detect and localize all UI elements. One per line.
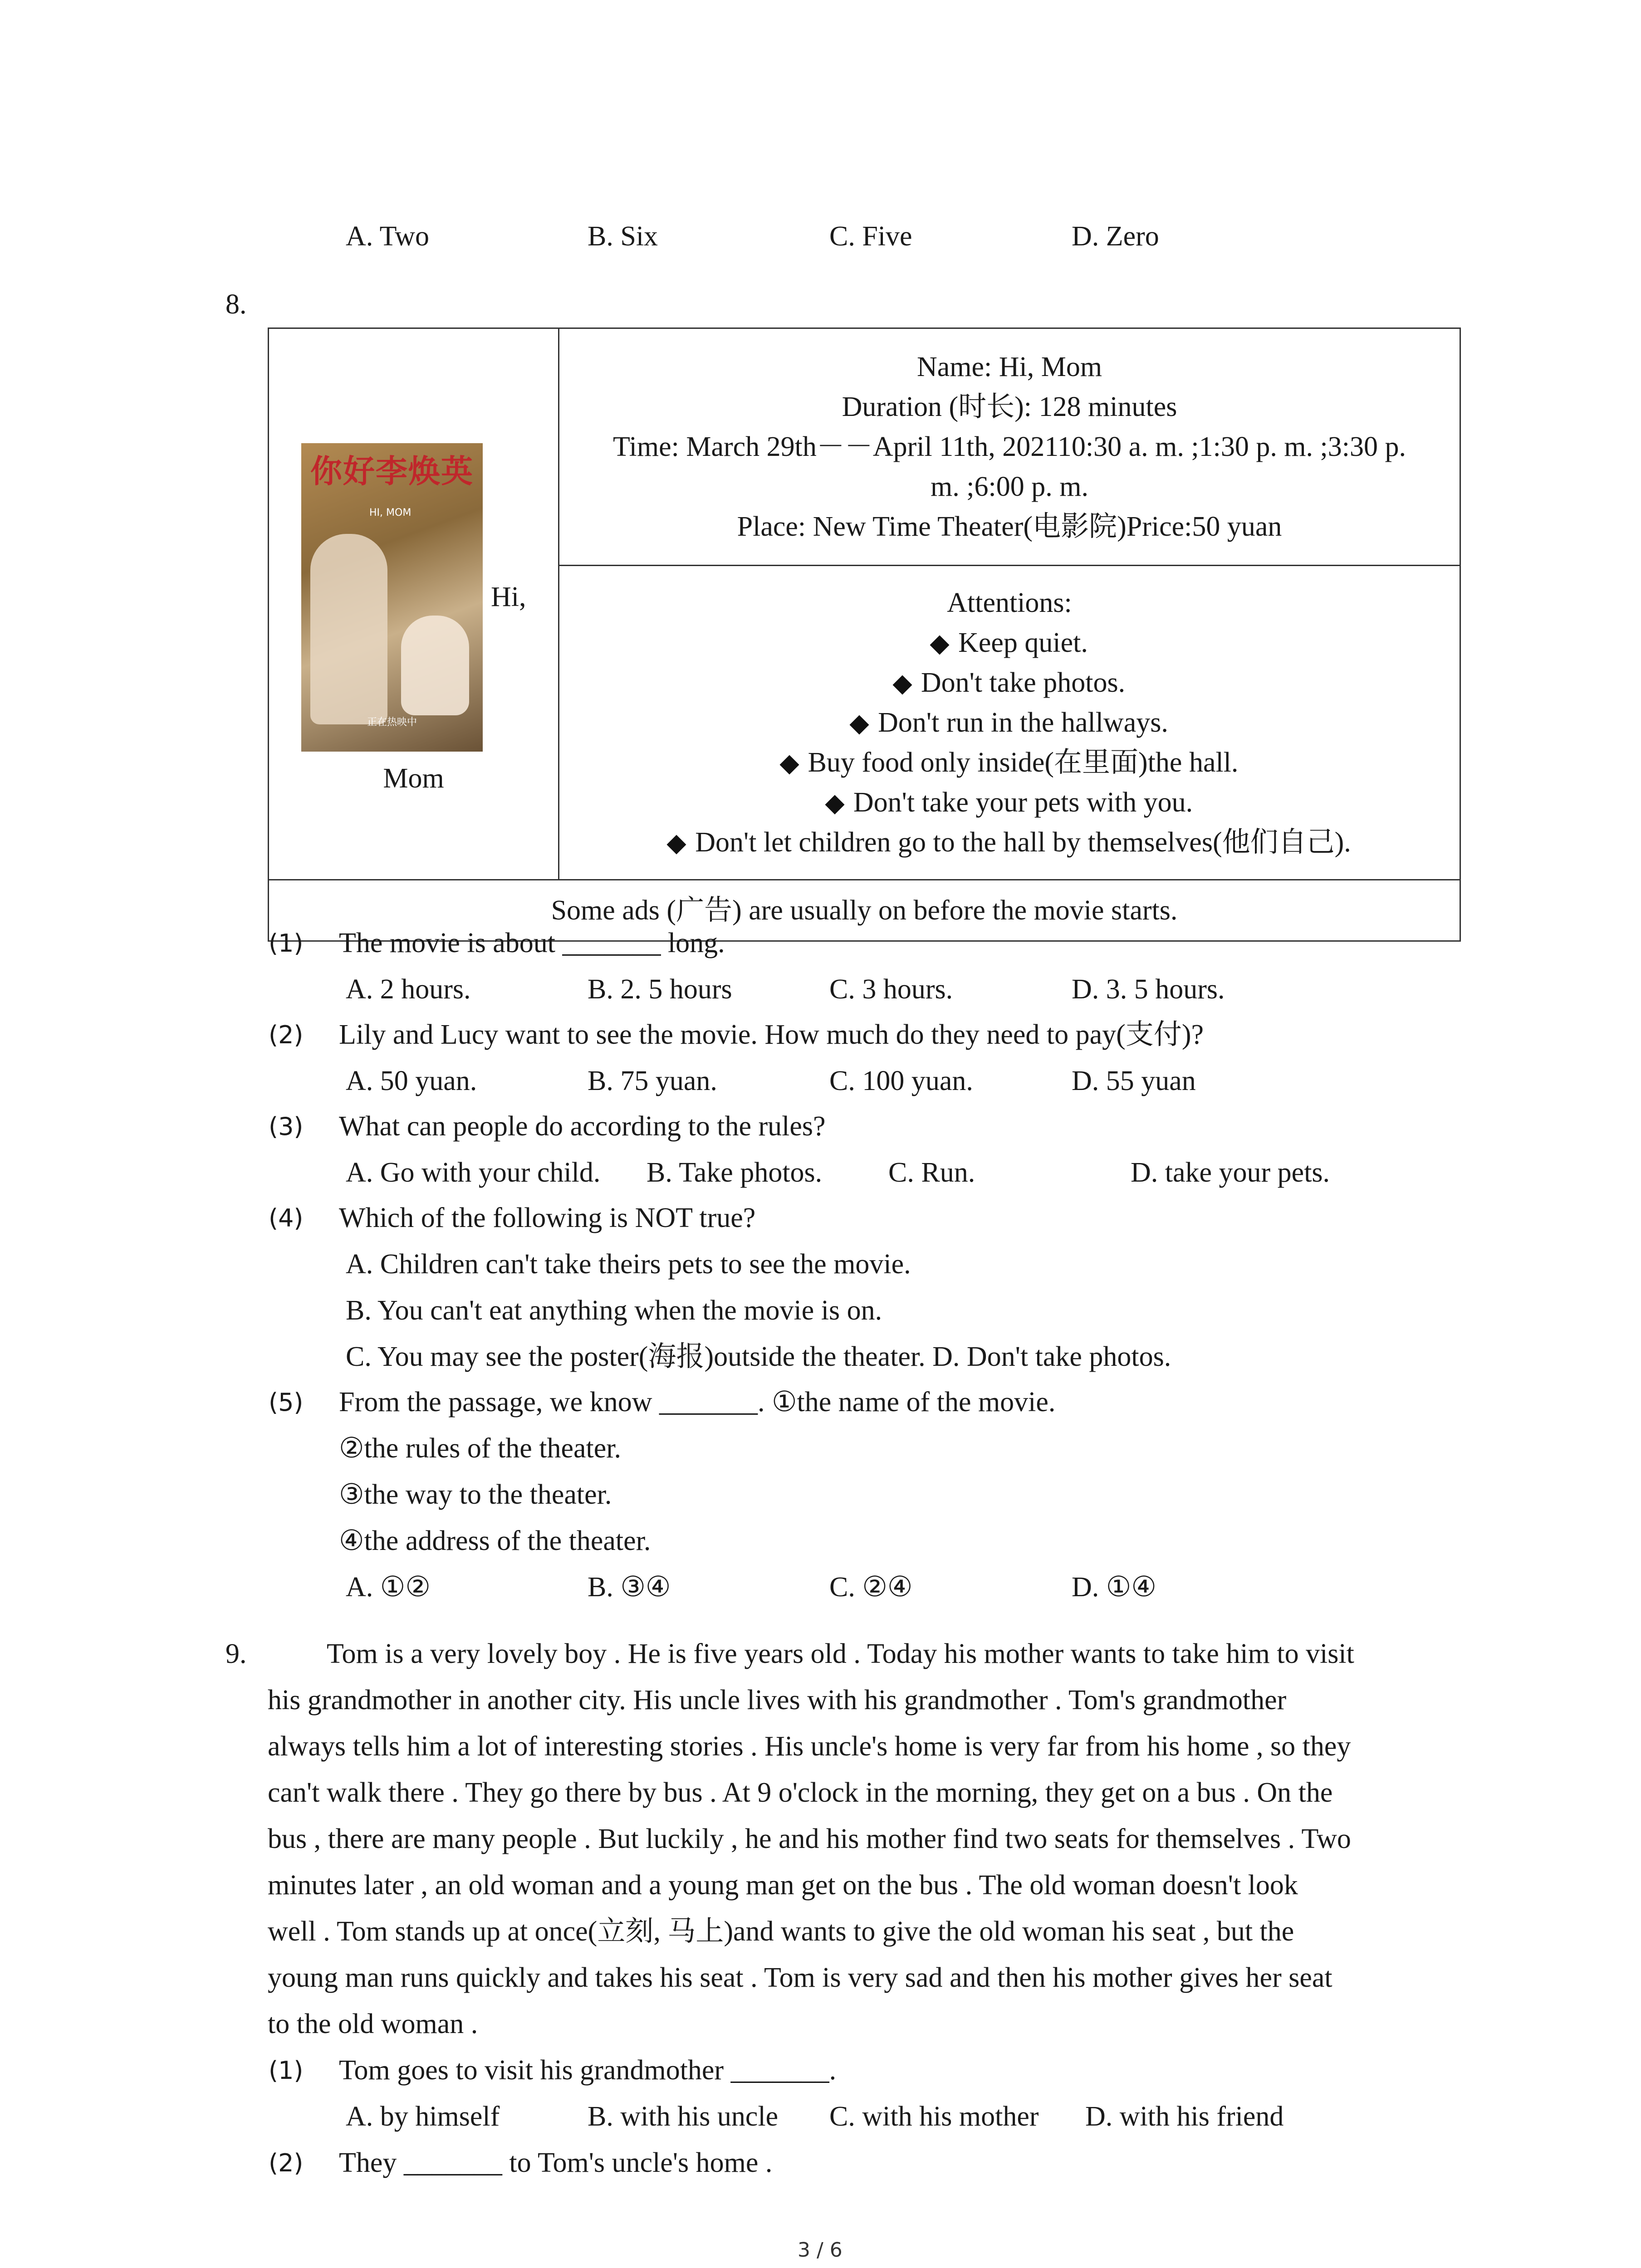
movie-poster (301, 443, 483, 752)
movie-name: Name: Hi, Mom (916, 352, 1102, 382)
q8-5-number: (5) (269, 1388, 304, 1417)
q9-1-option-a: A. by himself (346, 2101, 500, 2132)
diamond-bullet-icon (667, 835, 686, 855)
q9-passage-line: well . Tom stands up at once(立刻, 马上)and wants to give the old woman his seat , but the (268, 1916, 1294, 1947)
poster-label-mom: Mom (383, 763, 444, 794)
diamond-bullet-icon (892, 675, 912, 695)
q8-5-item-4: ④the address of the theater. (339, 1525, 651, 1556)
attention-item: Keep quiet. (568, 623, 1450, 663)
q8-5-question: From the passage, we know _______. ①the name of the movie. (339, 1387, 1056, 1418)
q8-1-option-b: B. 2. 5 hours (588, 974, 732, 1005)
q8-2-option-a: A. 50 yuan. (346, 1066, 477, 1096)
q9-passage-line: his grandmother in another city. His uncle lives with his grandmother . Tom's grandmother (268, 1685, 1287, 1716)
q9-passage-line: can't walk there . They go there by bus . At 9 o'clock in the morning, they get on a bus . On the (268, 1777, 1333, 1808)
poster-mother-figure (310, 534, 387, 724)
q8-1-option-c: C. 3 hours. (829, 974, 953, 1005)
q8-5-option-d: D. ①④ (1072, 1572, 1156, 1603)
q8-3-option-d: D. take your pets. (1131, 1157, 1330, 1188)
page-number: 3 / 6 (798, 2239, 843, 2262)
diamond-bullet-icon (850, 715, 869, 735)
q7-option-b: B. Six (588, 221, 658, 252)
q9-1-option-b: B. with his uncle (588, 2101, 779, 2132)
attentions-title: Attentions: (947, 587, 1072, 618)
poster-subtitle: HI, MOM (369, 507, 411, 518)
diamond-bullet-icon (779, 755, 799, 775)
attention-item: Buy food only inside(在里面)the hall. (568, 743, 1450, 782)
poster-label-hi: Hi, (491, 581, 526, 612)
movie-duration: Duration (时长): 128 minutes (842, 391, 1177, 422)
q9-passage-line: to the old woman . (268, 2009, 478, 2039)
q8-4-option-cd: C. You may see the poster(海报)outside the theater. D. Don't take photos. (346, 1341, 1171, 1372)
q7-option-d: D. Zero (1072, 221, 1159, 252)
q8-1-number: (1) (269, 929, 304, 958)
attention-item: Don't let children go to the hall by themselves(他们自己). (568, 822, 1450, 862)
movie-info-cell (559, 328, 1460, 566)
q8-2-option-c: C. 100 yuan. (829, 1066, 973, 1096)
q9-passage-line: young man runs quickly and takes his seat . Tom is very sad and then his mother gives her seat (268, 1962, 1332, 1993)
q7-option-a: A. Two (346, 221, 429, 252)
q8-2-option-d: D. 55 yuan (1072, 1066, 1196, 1096)
poster-cell (269, 328, 559, 880)
q8-number: 8. (225, 289, 247, 320)
q9-1-question: Tom goes to visit his grandmother _______. (339, 2055, 837, 2086)
q9-2-question: They _______ to Tom's uncle's home . (339, 2147, 773, 2178)
q8-5-option-a: A. ①② (346, 1572, 431, 1603)
attention-item: Don't run in the hallways. (568, 703, 1450, 743)
q8-4-question: Which of the following is NOT true? (339, 1202, 756, 1233)
q9-passage-line: always tells him a lot of interesting stories . His uncle's home is very far from his home , so they (268, 1731, 1351, 1762)
q9-passage-line: bus , there are many people . But luckily , he and his mother find two seats for themselves . Two (268, 1823, 1351, 1854)
q8-1-option-a: A. 2 hours. (346, 974, 471, 1005)
q8-3-number: (3) (269, 1112, 304, 1141)
movie-time-cont: m. ;6:00 p. m. (931, 471, 1088, 502)
q9-passage-line: Tom is a very lovely boy . He is five years old . Today his mother wants to take him to visit (327, 1638, 1354, 1669)
q8-3-option-b: B. Take photos. (647, 1157, 823, 1188)
q8-3-question: What can people do according to the rules? (339, 1111, 826, 1142)
movie-place-price: Place: New Time Theater(电影院)Price:50 yuan (737, 511, 1282, 542)
poster-child-figure (401, 616, 469, 715)
q9-2-number: (2) (269, 2149, 304, 2177)
q8-4-option-a: A. Children can't take theirs pets to see the movie. (346, 1249, 911, 1280)
diamond-bullet-icon (825, 795, 844, 815)
q9-1-option-c: C. with his mother (829, 2101, 1039, 2132)
q8-4-number: (4) (269, 1204, 304, 1232)
q8-1-option-d: D. 3. 5 hours. (1072, 974, 1225, 1005)
q8-3-option-c: C. Run. (888, 1157, 975, 1188)
poster-badge: 正在热映中 (367, 716, 417, 728)
attention-item: Don't take your pets with you. (568, 782, 1450, 822)
q8-5-option-c: C. ②④ (829, 1572, 913, 1603)
movie-time: Time: March 29th－－April 11th, 202110:30 a. m. ;1:30 p. m. ;3:30 p. (612, 431, 1406, 462)
q8-1-question: The movie is about _______ long. (339, 928, 725, 958)
q8-5-item-2: ②the rules of the theater. (339, 1433, 621, 1464)
poster-title: 你好李焕英 (310, 452, 474, 490)
attention-item: Don't take photos. (568, 663, 1450, 703)
q9-1-number: (1) (269, 2056, 304, 2085)
q9-1-option-d: D. with his friend (1085, 2101, 1284, 2132)
ads-note: Some ads (广告) are usually on before the movie starts. (551, 895, 1178, 926)
q8-5-option-b: B. ③④ (588, 1572, 671, 1603)
q8-2-question: Lily and Lucy want to see the movie. How much do they need to pay(支付)? (339, 1019, 1204, 1050)
attentions-cell (559, 566, 1460, 880)
q7-option-c: C. Five (829, 221, 912, 252)
q8-2-number: (2) (269, 1021, 304, 1049)
q9-passage-line: minutes later , an old woman and a young man get on the bus . The old woman doesn't look (268, 1870, 1298, 1901)
q8-5-item-3: ③the way to the theater. (339, 1479, 612, 1510)
q8-4-option-b: B. You can't eat anything when the movie is on. (346, 1295, 882, 1326)
movie-ad-table (268, 327, 1461, 942)
diamond-bullet-icon (930, 635, 950, 655)
q8-3-option-a: A. Go with your child. (346, 1157, 601, 1188)
q8-2-option-b: B. 75 yuan. (588, 1066, 717, 1096)
q9-number: 9. (225, 1638, 247, 1669)
